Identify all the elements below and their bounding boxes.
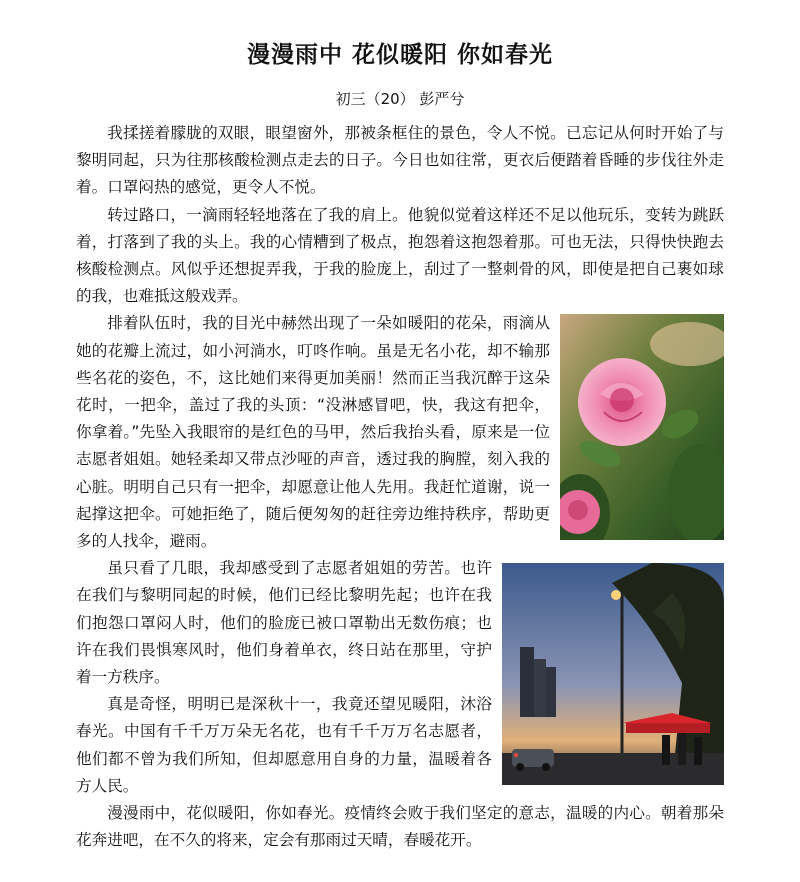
paragraph-3: 排着队伍时，我的目光中赫然出现了一朵如暖阳的花朵，雨滴从她的花瓣上流过，如小河淌水，叮咚作响。虽是无名小花，却不输那些名花的姿色，不，这比她们来得更加美丽！然而正当我沉醉于这朵花时，一把伞，盖过了我的头顶：“没淋感冒吧，快，我这有把伞，你拿着。”先坠入我眼帘的是红色的马甲，然后我抬头看，原来是一位志愿者姐姐。她轻柔却又带点沙哑的声音，透过我的胸膛，刻入我的心脏。明明自己只有一把伞，却愿意让他人先用。我赶忙道谢，说一起撑这把伞。可她拒绝了，随后便匆匆的赶往旁边维持秩序，帮助更多的人找伞，避雨。 — [76, 314, 550, 551]
pink-rose-photo-icon — [560, 314, 724, 540]
dusk-street-photo-icon — [502, 563, 724, 785]
article-title: 漫漫雨中 花似暖阳 你如春光 — [246, 42, 553, 68]
rose-photo — [560, 314, 724, 540]
paragraph-2: 转过路口，一滴雨轻轻地落在了我的肩上。他貌似觉着这样还不足以他玩乐，变转为跳跃着，打落到了我的头上。我的心情糟到了极点，抱怨着这抱怨着那。可也无法，只得快快跑去核酸检测点。风似乎还想捉弄我，于我的脸庞上，刮过了一整刺骨的风，即使是把自己裹如球的我，也难抵这般戏弄。 — [76, 205, 724, 306]
paragraph-5: 真是奇怪，明明已是深秋十一，我竟还望见暖阳，沐浴春光。中国有千千万万朵无名花，也有千千万万名志愿者，他们都不曾为我们所知，但却愿意用自身的力量，温暖着各方人民。 — [76, 695, 492, 795]
paragraph-6: 漫漫雨中，花似暖阳，你如春光。疫情终会败于我们坚定的意志，温暖的内心。朝着那朵花奔进吧，在不久的将来，定会有那雨过天晴，春暖花开。 — [76, 804, 724, 850]
street-photo — [502, 563, 724, 785]
paragraph-1: 我揉搓着朦胧的双眼，眼望窗外，那被条框住的景色，令人不悦。已忘记从何时开始了与黎明同起，只为往那核酸检测点走去的日子。今日也如往常，更衣后便踏着昏睡的步伐往外走着。口罩闷热的感觉，更令人不悦。 — [76, 124, 724, 197]
paragraph-4: 虽只看了几眼，我却感受到了志愿者姐姐的劳苦。也许在我们与黎明同起的时候，他们已经比黎明先起；也许在我们抱怨口罩闷人时，他们的脸庞已被口罩勒出无数伤痕；也许在我们畏惧寒风时，他们身着单衣，终日站在那里，守护着一方秩序。 — [76, 559, 492, 687]
article-body — [76, 120, 724, 854]
article-byline: 初三（20） 彭严兮 — [335, 90, 465, 108]
